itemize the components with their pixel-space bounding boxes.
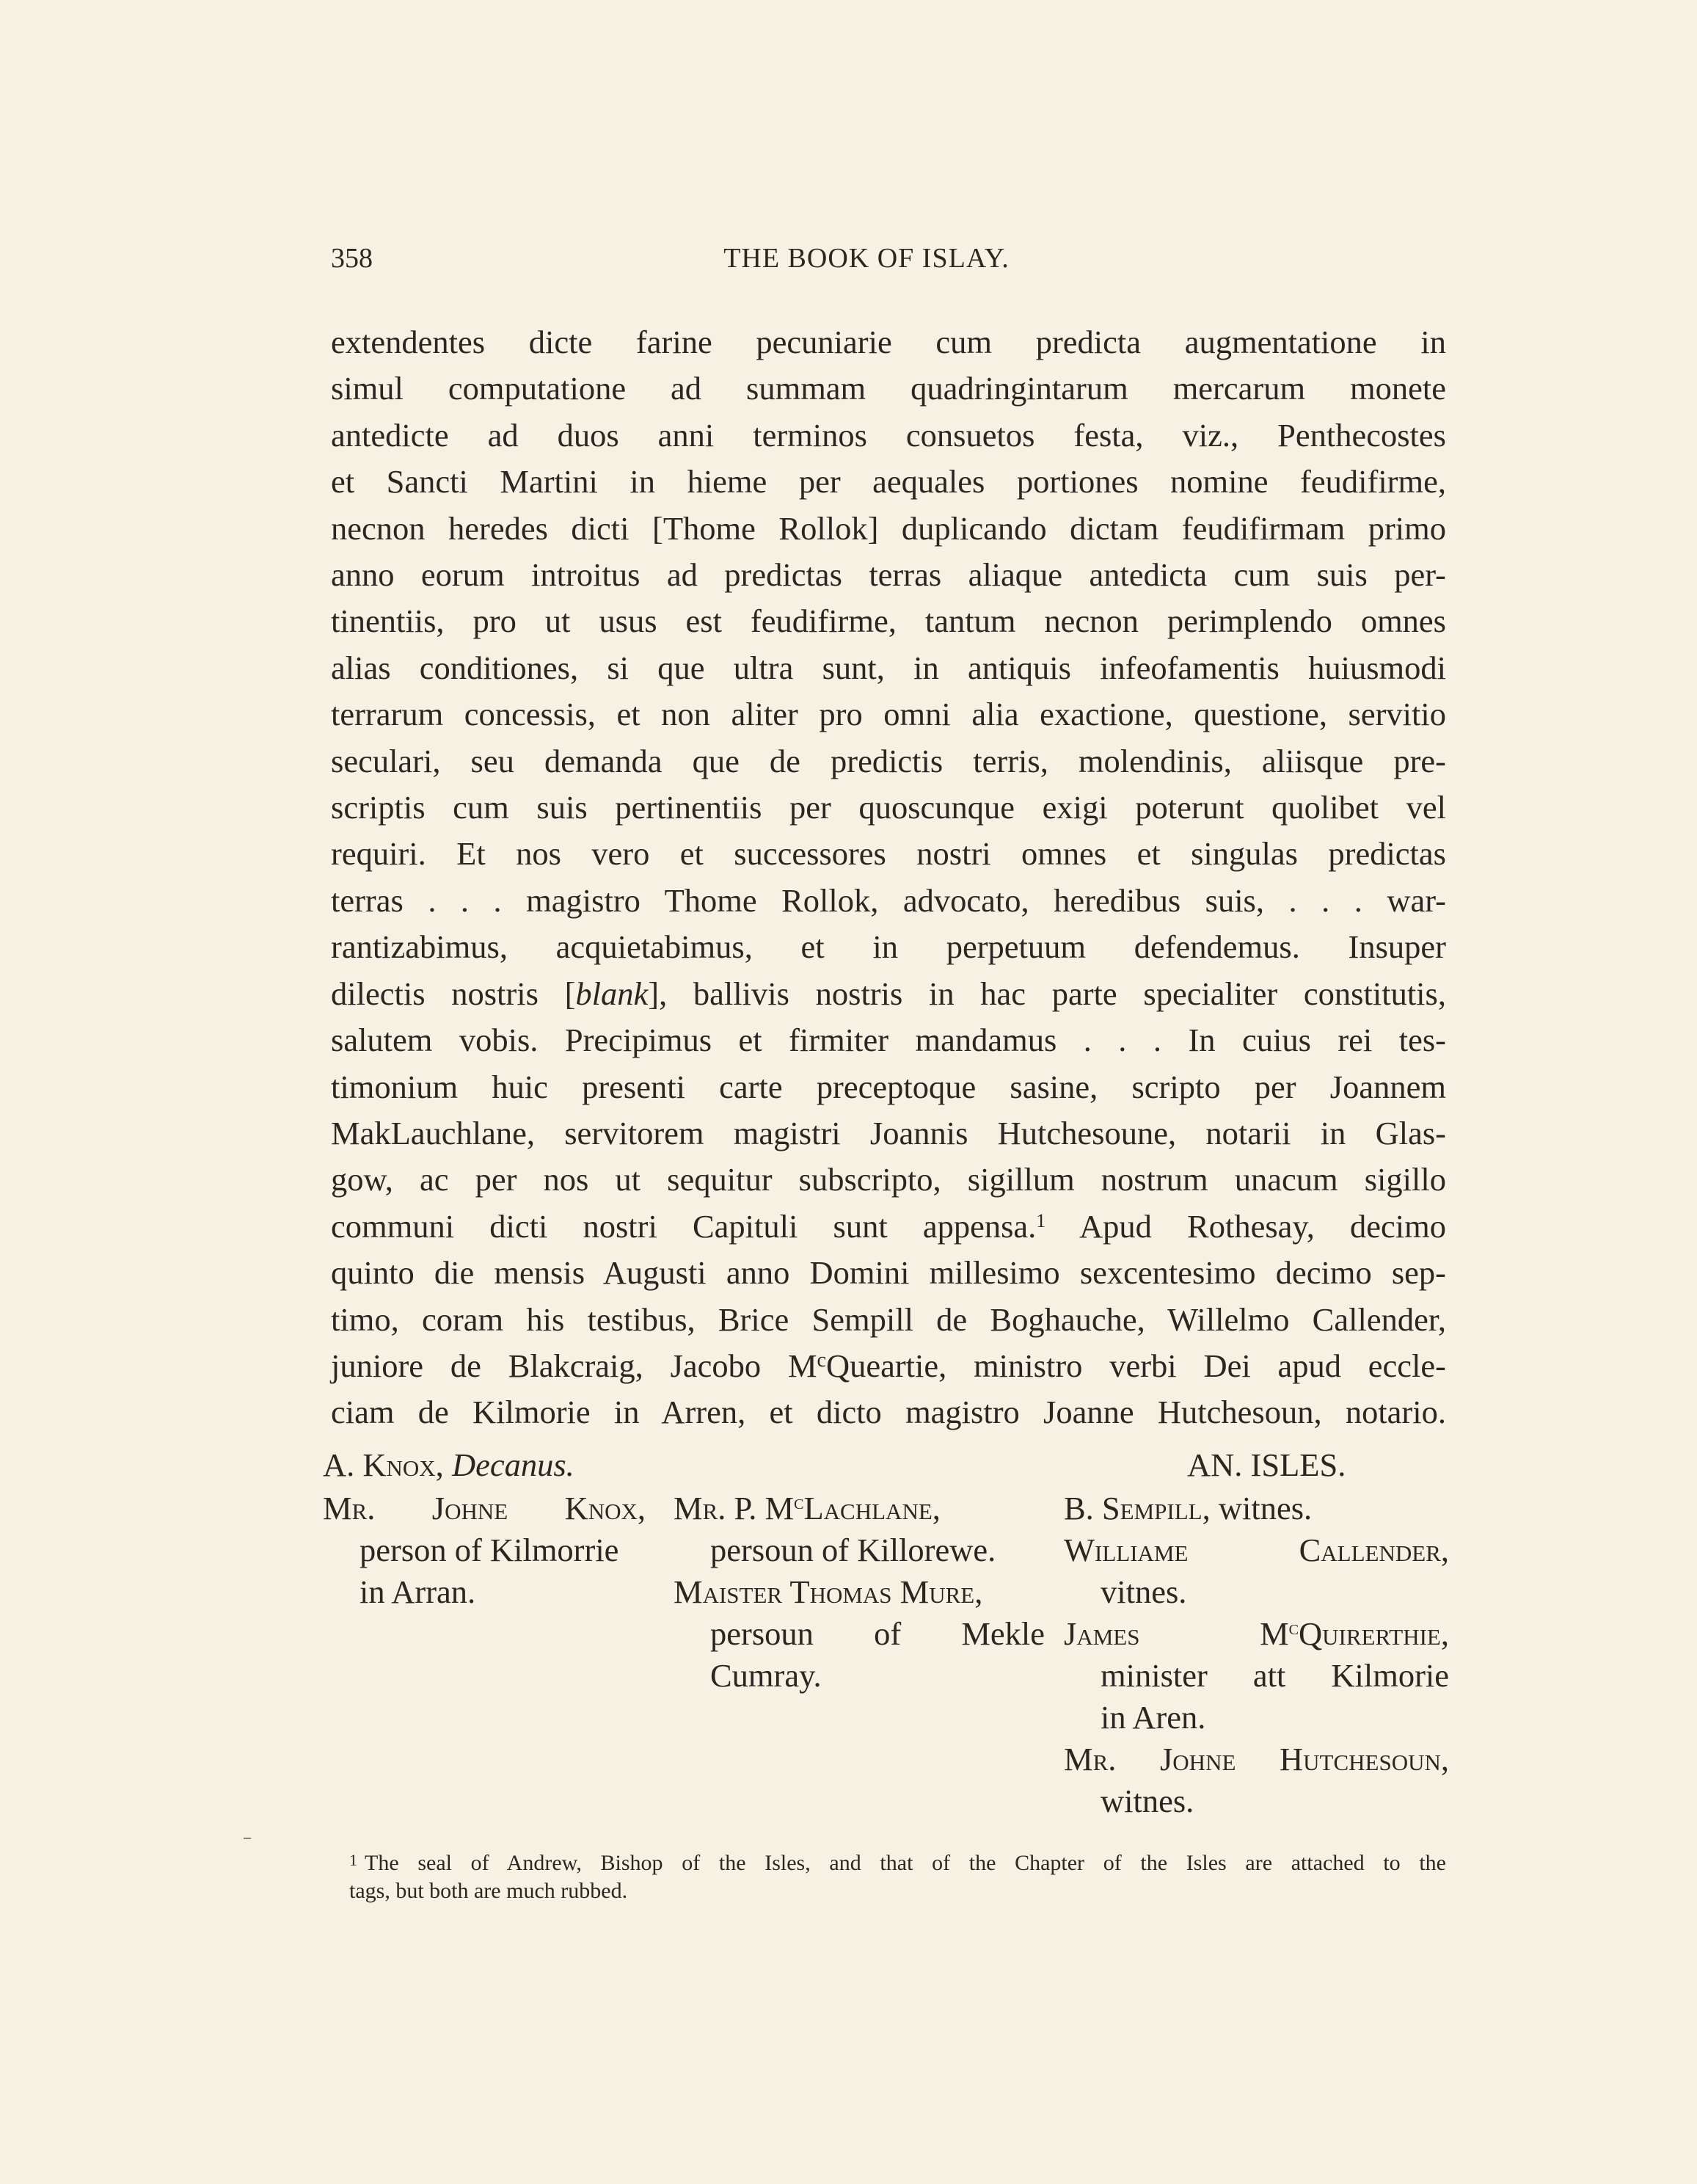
signatory-role: vitnes.	[1101, 1573, 1187, 1610]
signatory-detail: Cumray.	[710, 1657, 822, 1694]
signature-column-1	[323, 1488, 646, 1613]
signatory-name: Mr. Johne Hutchesoun,	[1064, 1741, 1449, 1777]
name-fragment: James M	[1064, 1615, 1289, 1652]
signatory-title: Decanus.	[451, 1446, 574, 1483]
text-fragment: ], ballivis nostris in hac parte specialiter constitutis,	[648, 975, 1446, 1012]
text-line: alias conditiones, si que ultra sunt, in antiquis infeofamentis huiusmodi	[331, 649, 1446, 686]
signature-column-2	[674, 1488, 1045, 1697]
signatory-detail: person of Kilmorrie	[360, 1532, 619, 1568]
signatory-detail: in Aren.	[1101, 1699, 1206, 1736]
text-line: timo, coram his testibus, Brice Sempill de Boghauche, Willelmo Callender,	[331, 1300, 1446, 1338]
name-fragment: Lachlane,	[803, 1490, 941, 1526]
text-fragment: communi dicti nostri Capituli sunt appensa.	[331, 1207, 1037, 1245]
running-head	[331, 242, 1446, 279]
book-title: THE BOOK OF ISLAY.	[723, 243, 1010, 274]
signature-column-3	[1064, 1488, 1449, 1822]
text-line: et Sancti Martini in hieme per aequales portiones nomine feudifirme,	[331, 463, 1446, 500]
text-line: extendentes dicte farine pecuniarie cum predicta augmentatione in	[331, 324, 1446, 360]
text-line: gow, ac per nos ut sequitur subscripto, sigillum nostrum unacum sigillo	[331, 1161, 1446, 1198]
signatory-name	[1064, 1613, 1449, 1655]
signatory-name: Maister Thomas Mure,	[674, 1573, 983, 1610]
text-line: quinto die mensis Augusti anno Domini millesimo sexcentesimo decimo sep-	[331, 1254, 1446, 1292]
name-fragment: Mr. P. M	[674, 1490, 795, 1526]
footnote-reference: 1	[1036, 1209, 1046, 1231]
signatory-name: Mr. Johne Knox,	[323, 1490, 646, 1526]
text-line	[331, 1204, 1446, 1250]
text-fragment: Apud Rothesay, decimo	[1045, 1207, 1446, 1245]
text-line: simul computatione ad summam quadringintarum mercarum monete	[331, 370, 1446, 407]
text-line: ciam de Kilmorie in Arren, et dicto magistro Joanne Hutchesoun, notario.	[331, 1394, 1446, 1431]
text-line	[331, 971, 1446, 1017]
text-line: seculari, seu demanda que de predictis terris, molendinis, aliisque pre-	[331, 742, 1446, 779]
text-line: antedicte ad duos anni terminos consuetos festa, viz., Penthecostes	[331, 416, 1446, 454]
text-line: rantizabimus, acquietabimus, et in perpetuum defendemus. Insuper	[331, 928, 1446, 966]
signatory-role: witnes.	[1218, 1490, 1313, 1526]
signatory-detail: in Arran.	[360, 1573, 476, 1610]
text-line: timonium huic presenti carte preceptoque sasine, scripto per Joannem	[331, 1068, 1446, 1105]
text-line: terrarum concessis, et non aliter pro omni alia exactione, questione, servitio	[331, 696, 1446, 733]
signatory-name: Williame Callender,	[1064, 1532, 1449, 1568]
text-line: requiri. Et nos vero et successores nostri omnes et singulas predictas	[331, 835, 1446, 873]
text-fragment: juniore de Blakcraig, Jacobo M	[331, 1347, 817, 1384]
text-line: terras . . . magistro Thome Rollok, advocato, heredibus suis, . . . war-	[331, 881, 1446, 919]
body-text	[331, 319, 1446, 1436]
footnote-line: tags, but both are much rubbed.	[349, 1879, 628, 1903]
signatory-name: A. Knox,	[323, 1446, 452, 1483]
blank-italic: blank	[575, 975, 649, 1012]
text-line: scriptis cum suis pertinentiis per quoscunque exigi poterunt quolibet vel	[331, 789, 1446, 826]
name-fragment: Quirerthie,	[1299, 1615, 1449, 1652]
signatory-role: witnes.	[1101, 1783, 1194, 1819]
text-fragment: dilectis nostris [	[331, 975, 576, 1012]
dean-signature	[323, 1444, 574, 1486]
text-line: MakLauchlane, servitorem magistri Joannis Hutchesoune, notarii in Glas-	[331, 1114, 1446, 1151]
superscript-c: c	[794, 1491, 804, 1514]
signatory-detail: persoun of Killorewe.	[710, 1532, 996, 1568]
signatory-name	[674, 1488, 1045, 1529]
text-line	[331, 1343, 1446, 1389]
page-number: 358	[331, 243, 373, 274]
signatory-name: B. Sempill,	[1064, 1490, 1219, 1526]
margin-mark	[244, 1838, 251, 1839]
superscript-c: c	[817, 1348, 826, 1372]
footnote-text: The seal of Andrew, Bishop of the Isles, and that of the Chapter of the Isles are attached to the	[365, 1851, 1446, 1875]
text-line: salutem vobis. Precipimus et firmiter mandamus . . . In cuius rei tes-	[331, 1022, 1446, 1059]
footnote-marker: 1	[349, 1851, 357, 1869]
signatory-detail: persoun of Mekle	[710, 1615, 1045, 1652]
footnote-line	[349, 1846, 1446, 1877]
signature-block	[323, 1444, 1449, 1841]
text-fragment: Queartie, ministro verbi Dei apud eccle-	[825, 1347, 1446, 1384]
text-line: necnon heredes dicti [Thome Rollok] duplicando dictam feudifirmam primo	[331, 509, 1446, 547]
text-line: tinentiis, pro ut usus est feudifirme, tantum necnon perimplendo omnes	[331, 603, 1446, 640]
bishop-signature: AN. ISLES.	[1187, 1446, 1346, 1483]
witness-entry	[1064, 1488, 1449, 1529]
superscript-c: c	[1288, 1617, 1299, 1639]
signatory-detail: minister att Kilmorie	[1101, 1657, 1449, 1694]
text-line: anno eorum introitus ad predictas terras aliaque antedicta cum suis per-	[331, 556, 1446, 594]
footnote	[349, 1846, 1446, 1905]
